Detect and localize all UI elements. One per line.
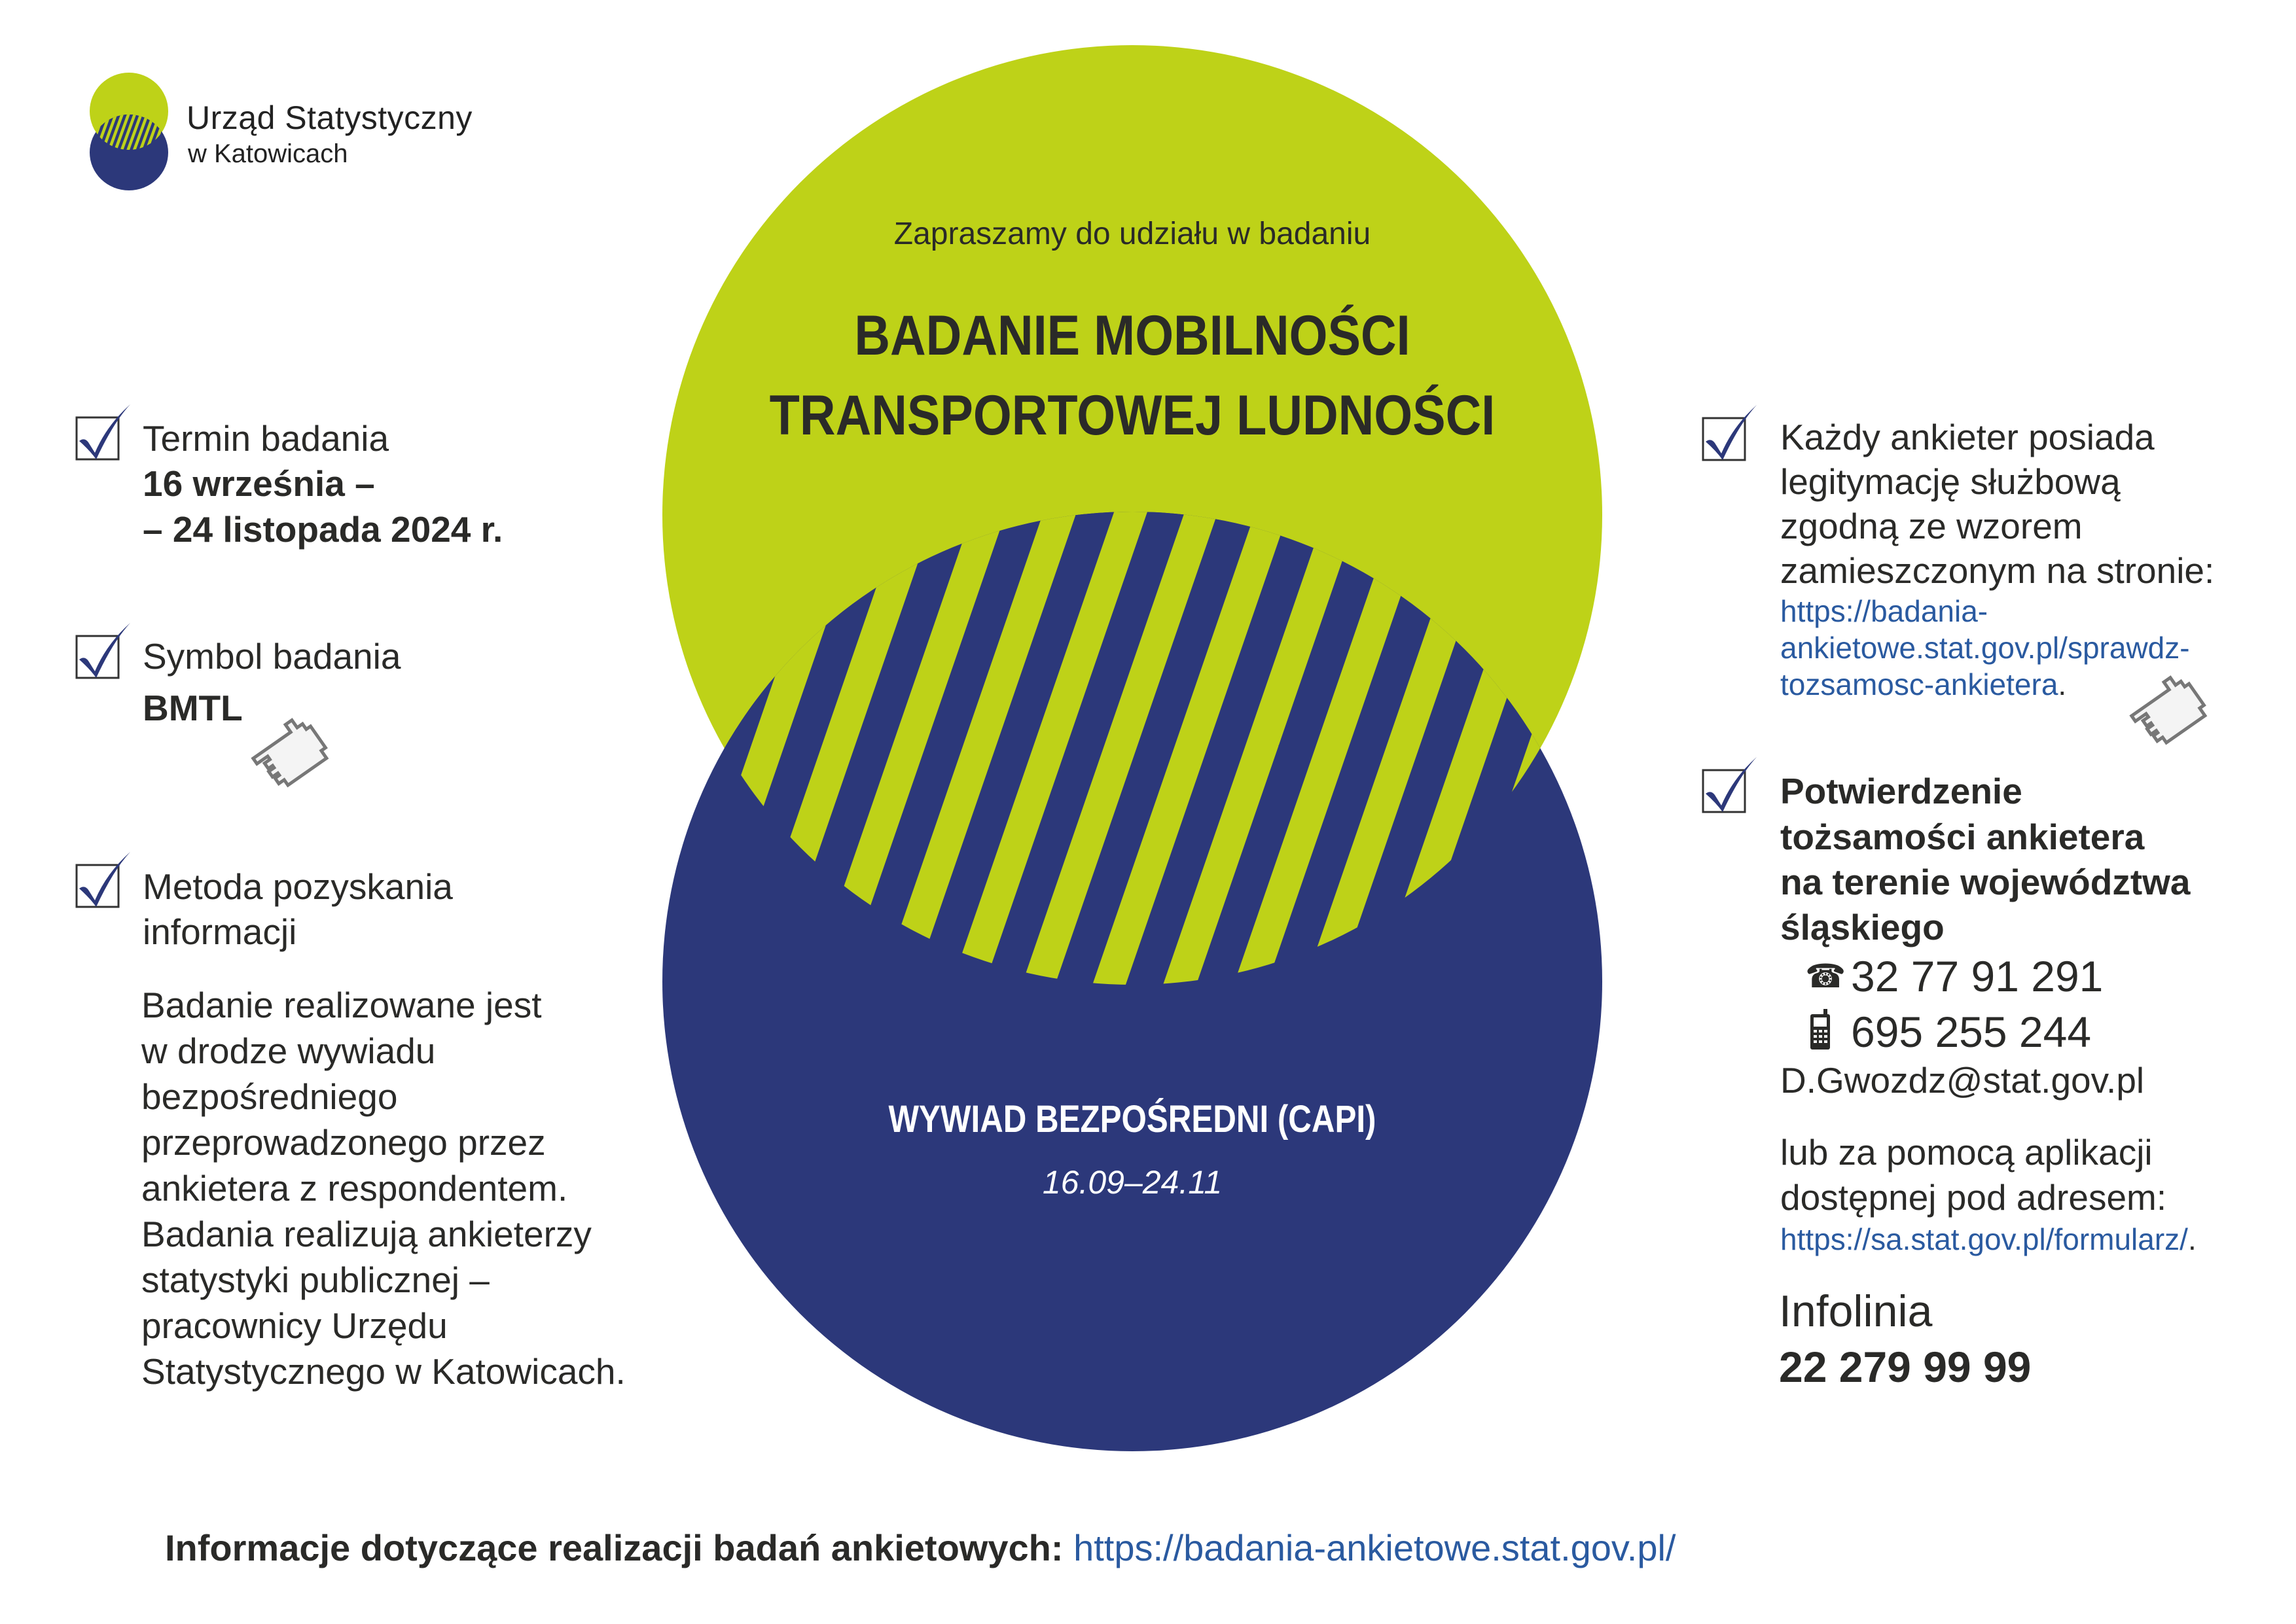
id-card-text-line: Każdy ankieter posiada	[1780, 417, 2155, 457]
method-label-line-1: Metoda pozyskania	[143, 866, 453, 907]
telephone-icon: ☎	[1805, 957, 1846, 995]
id-check-link[interactable]: tozsamosc-ankietera	[1780, 667, 2058, 701]
symbol-label: Symbol badania	[143, 636, 401, 677]
link-suffix: .	[2187, 1222, 2197, 1256]
checkbox-icon	[75, 851, 134, 909]
logo-title: Urząd Statystyczny	[187, 99, 473, 136]
pointing-hand-icon	[2124, 667, 2215, 759]
email[interactable]: D.Gwozdz@stat.gov.pl	[1780, 1060, 2145, 1101]
mobile-number[interactable]: 695 255 244	[1851, 1008, 2092, 1056]
method-description-line: Badania realizują ankieterzy	[141, 1214, 592, 1254]
mobile-row	[1809, 1008, 2092, 1056]
checkbox-icon	[75, 403, 134, 462]
mobile-phone-icon	[1809, 1009, 1851, 1050]
survey-title-line-1: BADANIE MOBILNOŚCI	[854, 304, 1410, 367]
id-check-link-line-2[interactable]: ankietowe.stat.gov.pl/sprawdz-	[1780, 631, 2190, 665]
link-suffix: .	[2058, 667, 2067, 701]
checkbox-icon	[1702, 756, 1761, 815]
method-description-line: przeprowadzonego przez	[141, 1122, 546, 1163]
id-card-text-line: zgodną ze wzorem	[1780, 506, 2083, 546]
confirm-title-line: śląskiego	[1780, 907, 1945, 947]
term-label: Termin badania	[143, 418, 389, 459]
app-text-line-2: dostępnej pod adresem:	[1780, 1177, 2167, 1218]
method-description-line: ankietera z respondentem.	[141, 1168, 568, 1209]
method-description-line: Statystycznego w Katowicach.	[141, 1351, 626, 1392]
term-value-line-1: 16 września –	[143, 463, 375, 504]
checkbox-icon	[75, 622, 134, 680]
confirm-title-line: tożsamości ankietera	[1780, 817, 2145, 857]
term-value-line-2: – 24 listopada 2024 r.	[143, 509, 503, 550]
id-check-link-line-3	[1780, 669, 2066, 699]
phone-number[interactable]: 32 77 91 291	[1851, 952, 2104, 1000]
confirm-title-line: Potwierdzenie	[1780, 771, 2022, 811]
method-description-line: w drodze wywiadu	[141, 1031, 436, 1071]
method-description-line: Badanie realizowane jest	[141, 985, 542, 1025]
logo-subtitle: w Katowicach	[188, 139, 348, 168]
id-card-text-line: legitymację służbową	[1780, 461, 2121, 502]
method-title: WYWIAD BEZPOŚREDNI (CAPI)	[888, 1098, 1376, 1140]
method-dates: 16.09–24.11	[1042, 1164, 1223, 1201]
method-description-line: pracownicy Urzędu	[141, 1305, 448, 1346]
id-card-text-line: zamieszczonym na stronie:	[1780, 550, 2215, 591]
invite-text: Zapraszamy do udziału w badaniu	[893, 217, 1371, 251]
method-label-line-2: informacji	[143, 911, 297, 952]
app-text-line-1: lub za pomocą aplikacji	[1780, 1132, 2153, 1173]
footer-link[interactable]: https://badania-ankietowe.stat.gov.pl/	[1073, 1527, 1676, 1568]
method-description-line: statystyki publicznej –	[141, 1260, 490, 1300]
phone-row	[1805, 952, 2104, 1000]
checkbox-icon	[1702, 404, 1761, 463]
id-check-link-line-1[interactable]: https://badania-	[1780, 594, 1988, 628]
footer-label: Informacje dotyczące realizacji badań ankietowych:	[165, 1527, 1064, 1568]
app-link-row	[1780, 1224, 2197, 1254]
infoline-number[interactable]: 22 279 99 99	[1779, 1343, 2032, 1391]
app-link[interactable]: https://sa.stat.gov.pl/formularz/	[1780, 1222, 2188, 1256]
footer	[165, 1527, 1676, 1568]
survey-title-line-2: TRANSPORTOWEJ LUDNOŚCI	[769, 384, 1496, 447]
confirm-title-line: na terenie województwa	[1780, 862, 2191, 902]
pointing-hand-icon	[245, 710, 337, 802]
infoline-label: Infolinia	[1779, 1286, 1933, 1336]
symbol-value: BMTL	[143, 688, 243, 728]
method-description-line: bezpośredniego	[141, 1076, 398, 1117]
